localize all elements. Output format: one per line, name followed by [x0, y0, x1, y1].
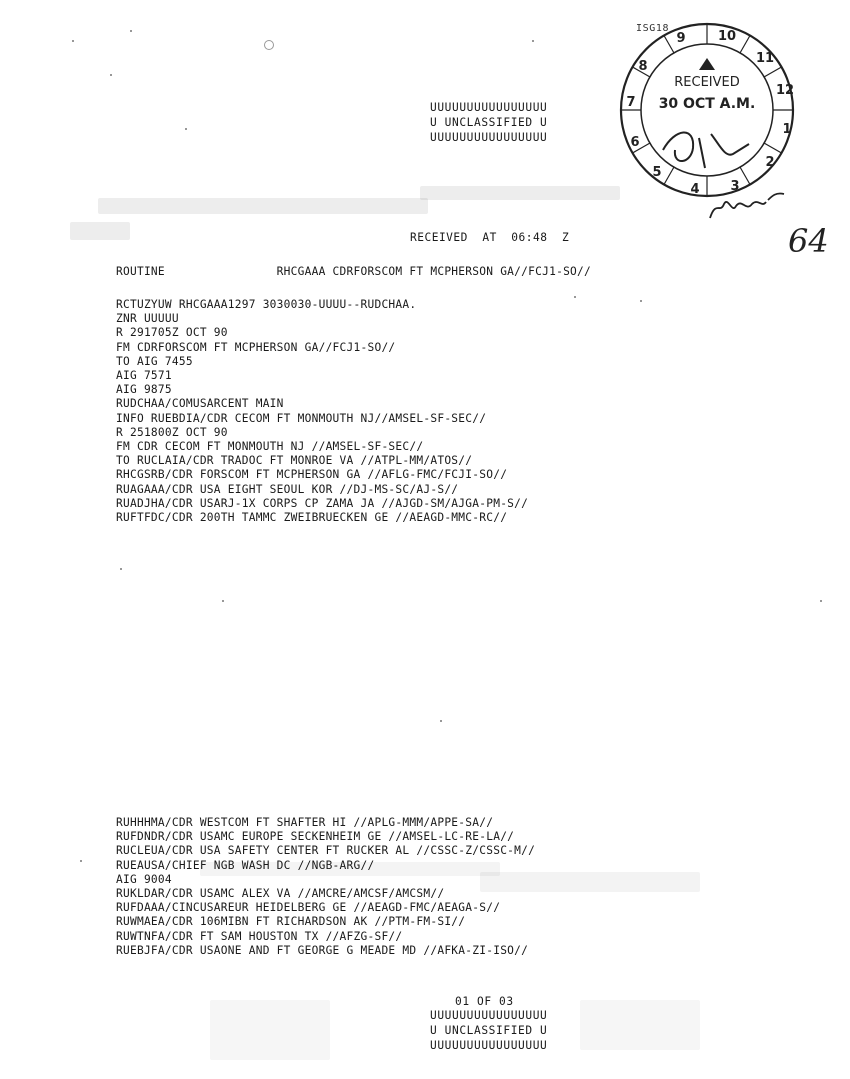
received-time: RECEIVED AT 06:48 Z [410, 231, 570, 244]
message-line: AIG 9875 [116, 383, 172, 397]
scan-speck [80, 860, 82, 862]
message-line: ZNR UUUUU [116, 312, 179, 326]
addressee-block [116, 816, 535, 958]
addressee-line: RUHHHMA/CDR WESTCOM FT SHAFTER HI //APLG-MMM/APPE-SA// [116, 816, 494, 829]
classification-banner-top-3: UUUUUUUUUUUUUUUU [430, 131, 548, 144]
stamp-number: 2 [765, 155, 775, 170]
message-line: RUADJHA/CDR USARJ-1X CORPS CP ZAMA JA //AJGD-SM/AJGA-PM-S// [116, 496, 529, 510]
stamp-number: 3 [730, 179, 740, 194]
scan-noise [580, 1000, 700, 1050]
addressee-line: RUFDAAA/CINCUSAREUR HEIDELBERG GE //AEAGD-FMC/AEAGA-S// [116, 901, 501, 915]
stamp-number: 7 [626, 95, 636, 110]
addressee-line: RUWTNFA/CDR FT SAM HOUSTON TX //AFZG-SF// [116, 929, 403, 943]
stamp-number: 4 [690, 182, 700, 197]
stamp-number: 1 [782, 122, 792, 137]
message-header-block [116, 298, 528, 525]
scan-noise [210, 1000, 330, 1060]
classification-banner-bottom-1: UUUUUUUUUUUUUUUU [430, 1009, 548, 1022]
scan-speck [574, 296, 576, 298]
stamp-initials-signature [663, 132, 749, 168]
stamp-number: 8 [638, 59, 648, 74]
addressee-line: RUEBJFA/CDR USAONE AND FT GEORGE G MEADE MD //AFKA-ZI-ISO// [116, 943, 529, 957]
addressee-line: RUFDNDR/CDR USAMC EUROPE SECKENHEIM GE //AMSEL-LC-RE-LA// [116, 830, 515, 844]
scan-speck [120, 568, 122, 570]
message-line: AIG 7571 [116, 369, 172, 383]
message-line: RUAGAAA/CDR USA EIGHT SEOUL KOR //DJ-MS-SC/AJ-S// [116, 482, 459, 496]
received-stamp [615, 18, 800, 203]
scan-speck [440, 720, 442, 722]
scan-speck [72, 40, 74, 42]
stamp-number: 10 [717, 29, 737, 44]
scan-speck [130, 30, 132, 32]
scan-speck [185, 128, 187, 130]
message-line: RUDCHAA/COMUSARCENT MAIN [116, 397, 284, 411]
scan-noise [420, 186, 620, 200]
corner-mark: ISG18 [636, 23, 670, 34]
classification-banner-bottom-2: U UNCLASSIFIED U [430, 1024, 548, 1037]
stamp-received-label: RECEIVED [674, 75, 740, 90]
scan-speck [640, 300, 642, 302]
stamp-number: 12 [775, 83, 795, 98]
message-line: INFO RUEBDIA/CDR CECOM FT MONMOUTH NJ//AMSEL-SF-SEC// [116, 411, 487, 425]
addressee-line: RUKLDAR/CDR USAMC ALEX VA //AMCRE/AMCSF/AMCSM// [116, 887, 445, 901]
stamp-number: 9 [676, 31, 686, 46]
scan-noise [98, 198, 428, 214]
stamp-arrow-icon [699, 58, 715, 70]
message-line: FM CDR CECOM FT MONMOUTH NJ //AMSEL-SF-SEC// [116, 440, 424, 454]
classification-banner-top-2: U UNCLASSIFIED U [430, 116, 548, 129]
precedence-line: ROUTINE RHCGAAA CDRFORSCOM FT MCPHERSON GA//FCJ1-SO// [116, 265, 592, 278]
message-line: TO AIG 7455 [116, 354, 193, 368]
addressee-line: RUEAUSA/CHIEF NGB WASH DC //NGB-ARG// [116, 858, 375, 872]
stamp-number: 11 [755, 51, 775, 66]
stamp-number: 5 [652, 165, 662, 180]
addressee-line: AIG 9004 [116, 872, 172, 886]
scan-speck [264, 40, 274, 50]
scan-speck [110, 74, 112, 76]
message-line: R 251800Z OCT 90 [116, 425, 228, 439]
stamp-number: 6 [630, 135, 640, 150]
page-number: 01 OF 03 [455, 995, 514, 1008]
scan-noise [70, 222, 130, 240]
scan-speck [532, 40, 534, 42]
scan-speck [222, 600, 224, 602]
message-line: RHCGSRB/CDR FORSCOM FT MCPHERSON GA //AFLG-FMC/FCJI-SO// [116, 468, 508, 482]
message-line: TO RUCLAIA/CDR TRADOC FT MONROE VA //ATPL-MM/ATOS// [116, 454, 473, 468]
stamp-date: 30 OCT A.M. [658, 96, 756, 112]
classification-banner-top-1: UUUUUUUUUUUUUUUU [430, 101, 548, 114]
message-line: RCTUZYUW RHCGAAA1297 3030030-UUUU--RUDCHAA. [116, 298, 417, 311]
message-line: RUFTFDC/CDR 200TH TAMMC ZWEIBRUECKEN GE //AEAGD-MMC-RC// [116, 511, 508, 525]
message-line: FM CDRFORSCOM FT MCPHERSON GA//FCJ1-SO// [116, 340, 396, 354]
addressee-line: RUCLEUA/CDR USA SAFETY CENTER FT RUCKER AL //CSSC-Z/CSSC-M// [116, 844, 536, 858]
scan-speck [820, 600, 822, 602]
classification-banner-bottom-3: UUUUUUUUUUUUUUUU [430, 1039, 548, 1052]
handwritten-number: 64 [788, 222, 829, 260]
message-line: R 291705Z OCT 90 [116, 326, 228, 340]
addressee-line: RUWMAEA/CDR 106MIBN FT RICHARDSON AK //PTM-FM-SI// [116, 915, 466, 929]
